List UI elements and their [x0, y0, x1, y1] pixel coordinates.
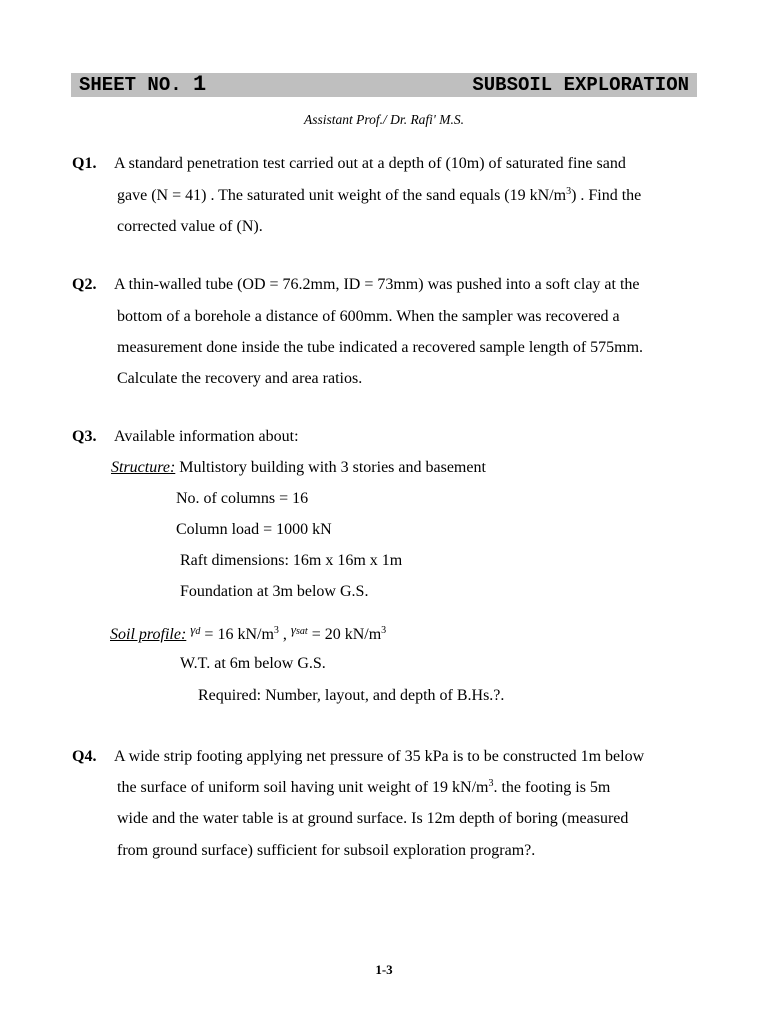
author-line: Assistant Prof./ Dr. Rafi' M.S. [304, 112, 464, 127]
soil-profile-label: Soil profile: [110, 626, 187, 643]
q3-column-load: Column load = 1000 kN [176, 521, 332, 538]
q2-line-1: Q2. A thin-walled tube (OD = 76.2mm, ID = 73mm) was pushed into a soft clay at the [72, 276, 640, 293]
q3-required: Required: Number, layout, and depth of B.Hs.?. [198, 687, 505, 704]
q3-columns: No. of columns = 16 [176, 490, 309, 507]
q4-line-4: from ground surface) sufficient for subsoil exploration program?. [117, 842, 536, 859]
gamma-sat-symbol: γsat [290, 622, 308, 637]
q3-soil-profile-line: Soil profile: $^{\gamma d}$ = 16 $kN/m^3$ , $^{\gamma sat}$ = 20 $kN/m^3$ [110, 622, 387, 643]
gamma-d-symbol: γd [190, 622, 201, 637]
q4-line-3: wide and the water table is at ground surface. Is 12m depth of boring (measured [117, 810, 629, 827]
q3-line-1: Q3. Available information about: [72, 428, 299, 445]
sheet-number: 1 [193, 72, 207, 97]
q3-structure-line: Structure: Multistory building with 3 stories and basement [111, 459, 486, 476]
q3-number: Q3. [72, 428, 97, 445]
sheet-number-label: SHEET NO. 1 [79, 72, 207, 97]
q3-water-table: W.T. at 6m below G.S. [180, 655, 326, 672]
q4-line-2: the surface of uniform soil having unit weight of 19 $kN/m^3$. the footing is 5m [117, 778, 611, 796]
q2-number: Q2. [72, 276, 97, 293]
page-number: 1-3 [375, 962, 393, 977]
q1-line-2: gave (N = 41) . The saturated unit weight of the sand equals (19 $kN/m^3$) . Find the [117, 186, 642, 204]
q3-foundation: Foundation at 3m below G.S. [180, 583, 369, 600]
q2-line-2: bottom of a borehole a distance of 600mm. When the sampler was recovered a [117, 308, 620, 325]
structure-label: Structure: [111, 459, 176, 476]
q4-line-1: Q4. A wide strip footing applying net pressure of 35 kPa is to be constructed 1m below [72, 748, 645, 765]
q2-line-3: measurement done inside the tube indicated a recovered sample length of 575mm. [117, 339, 644, 356]
q1-line-3: corrected value of (N). [117, 218, 263, 235]
q1-line-1: Q1. A standard penetration test carried out at a depth of (10m) of saturated fine sand [72, 155, 626, 172]
sheet-title: SUBSOIL EXPLORATION [472, 74, 689, 96]
q1-number: Q1. [72, 155, 97, 172]
q4-number: Q4. [72, 748, 97, 765]
q2-line-4: Calculate the recovery and area ratios. [117, 370, 363, 387]
q3-raft: Raft dimensions: 16m x 16m x 1m [180, 552, 403, 569]
sheet-header [71, 73, 697, 97]
